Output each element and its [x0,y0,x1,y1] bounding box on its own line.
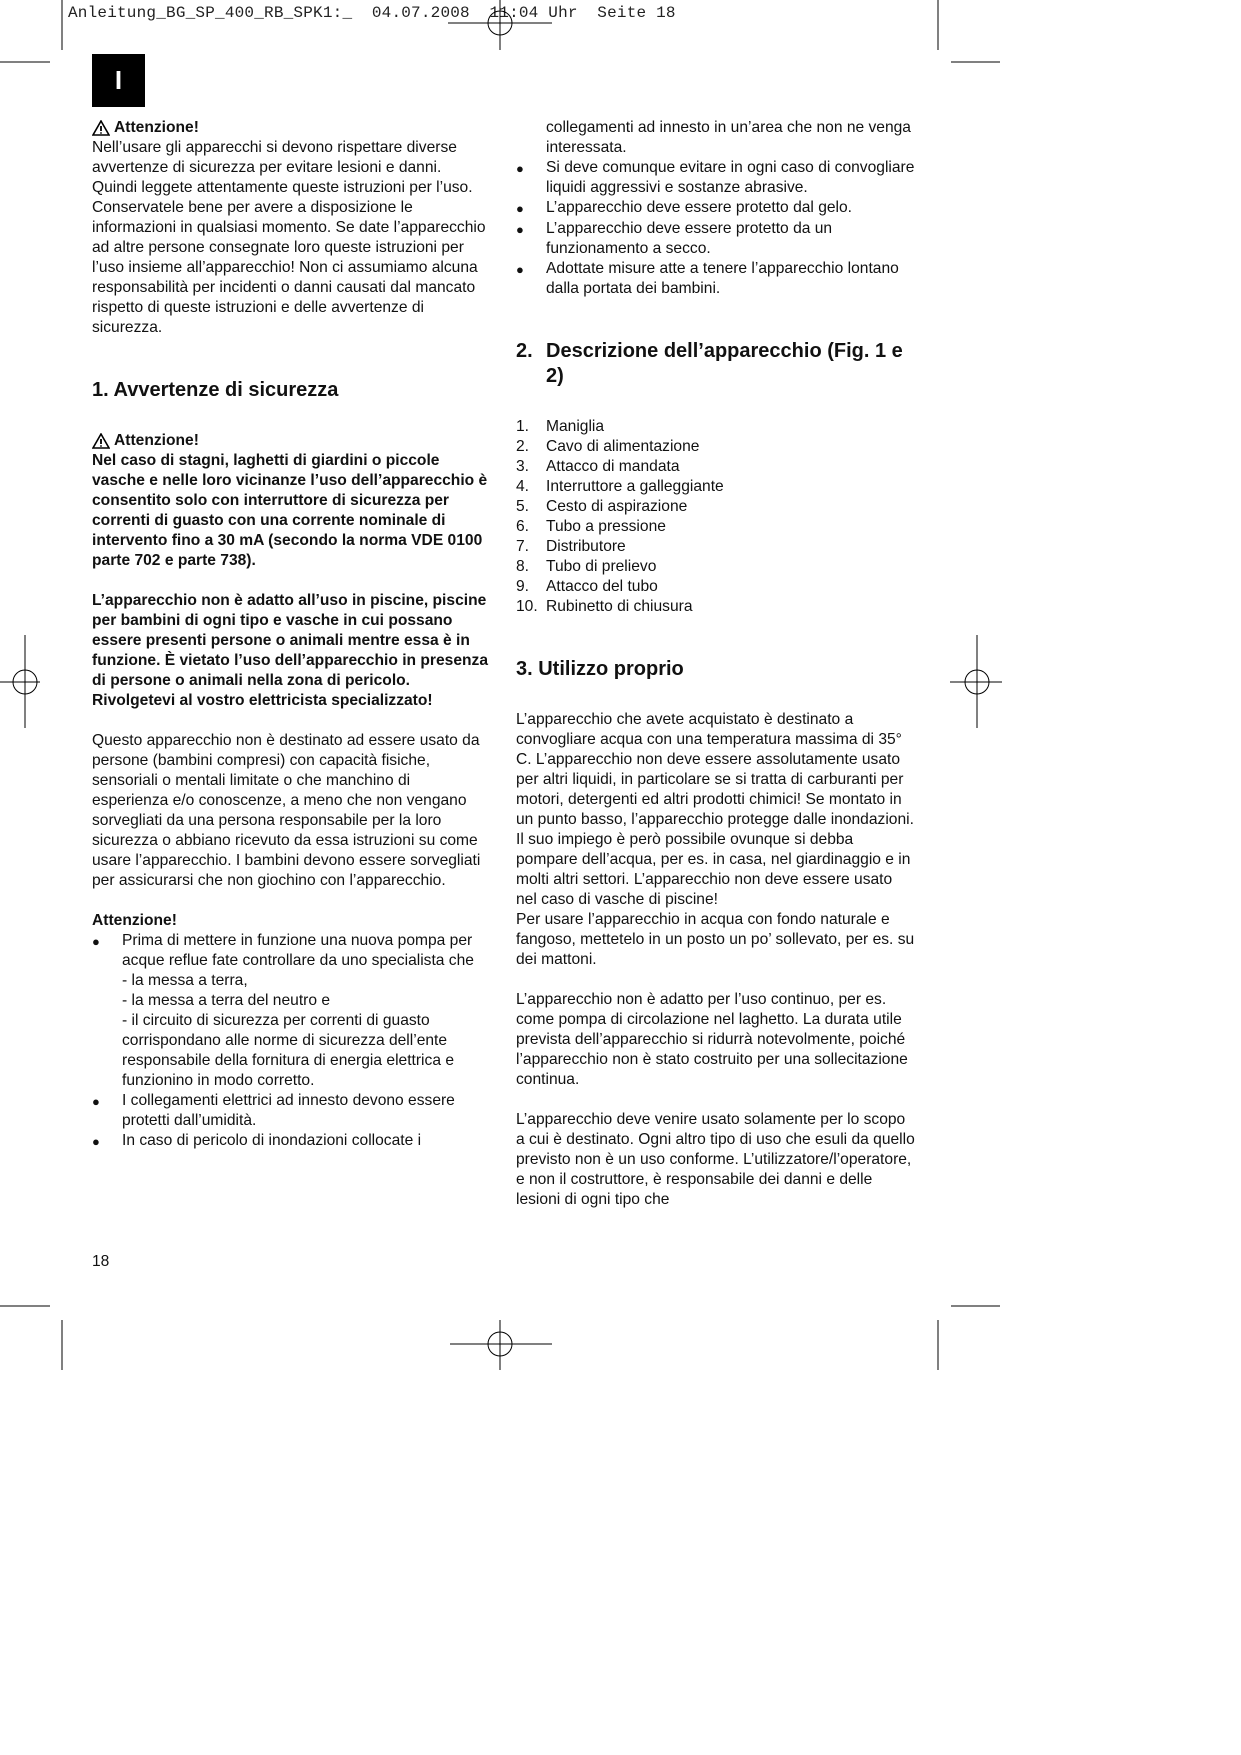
list-item: 1. Maniglia [516,418,605,435]
bullet-item: ● Adottate misure atte a tenere l’apparecchio lontano dalla portata dei bambini. [516,260,899,297]
section-heading-3: 3. Utilizzo proprio [516,658,684,680]
bullet-continuation: collegamenti ad innesto in un’area che non ne venga interessata. [546,119,911,156]
bullet-dot-icon: ● [516,222,524,237]
use-paragraph: L’apparecchio deve venire usato solamente per lo scopo a cui è destinato. Ogni altro tipo di uso che esuli da quello previsto non è un uso conforme. L’utilizzatore/l’operatore, e non il costruttore, è responsabile dei danni e delle lesioni di ogni tipo che [516,1111,915,1208]
list-item: 8. Tubo di prelievo [516,558,657,575]
use-paragraph: L’apparecchio che avete acquistato è destinato a convogliare acqua con una temperatura massima di 35° C. L’apparecchio non deve essere assolutamente usato per altri liquidi, in particolare se si tratta di carburanti per motori, detergenti ed altri prodotti chimici! Se montato in un punto basso, l’apparecchio protegge dalle inondazioni. Il suo impiego è però possibile ovunque si debba pompare dell’acqua, per es. in casa, nel giardinaggio e in molti altri settori. L’apparecchio non deve essere usato nel caso di vasche di piscine! [516,711,914,908]
parts-list [516,417,916,617]
bullet-dot-icon: ● [516,262,524,277]
pool-warning: L’apparecchio non è adatto all’uso in piscine, piscine per bambini di ogni tipo e vasche in cui possano essere presenti persone o animali mentre essa è in funzione. È vietato l’uso dell’apparecchio in presenza di persone o animali nella zona di pericolo. Rivolgetevi al vostro elettricista specializzato! [92,592,488,709]
list-item: 4. Interruttore a galleggiante [516,478,724,495]
page-number: 18 [92,1253,110,1270]
bullet-dot-icon: ● [516,201,524,216]
list-item: 2. Cavo di alimentazione [516,438,700,455]
use-paragraph: L’apparecchio non è adatto per l’uso continuo, per es. come pompa di circolazione nel laghetto. La durata utile prevista dell’apparecchio si ridurrà notevolmente, poiché l’apparecchio non è stato costruito per una sollecitazione continua. [516,991,908,1088]
bullet-dot-icon: ● [516,161,524,176]
list-item: 7. Distributore [516,538,626,555]
bullet-item: ● In caso di pericolo di inondazioni collocate i [92,1131,488,1152]
attention-label: Attenzione! [92,912,177,929]
bullet-item: ● Prima di mettere in funzione una nuova pompa per acque reflue fate controllare da uno specialista che - la messa a terra, - la messa a terra del neutro e - il circuito di sicurezza per correnti di guasto corrispondano alle norme di sicurezza dell’ente responsabile della fornitura di energia elettrica e funzionino in modo corretto. [92,932,474,1089]
use-paragraph: Per usare l’apparecchio in acqua con fondo naturale e fangoso, mettetelo in un posto un po’ sollevato, per es. su dei mattoni. [516,911,915,968]
bullet-item: ● L’apparecchio deve essere protetto da un funzionamento a secco. [516,220,833,257]
list-item: 10. Rubinetto di chiusura [516,598,693,615]
bullet-dot-icon: ● [92,934,100,949]
warning-heading [92,118,488,138]
bullet-item: ● Si deve comunque evitare in ogni caso di convogliare liquidi aggressivi e sostanze abrasive. [516,159,915,196]
list-item: 3. Attacco di mandata [516,458,680,475]
list-item: 6. Tubo a pressione [516,518,666,535]
list-item: 5. Cesto di aspirazione [516,498,688,515]
warning-title: Attenzione! [114,432,199,449]
warning-triangle-icon [92,120,110,136]
list-item: 9. Attacco del tubo [516,578,658,595]
warning-title: Attenzione! [114,119,199,136]
pond-warning: Nel caso di stagni, laghetti di giardini o piccole vasche e nelle loro vicinanze l’uso dell’apparecchio è consentito solo con interruttore di sicurezza per correnti di guasto con una corrente nominale di intervento fino a 30 mA (secondo la norma VDE 0100 parte 702 e parte 738). [92,452,488,569]
intro-paragraph: Nell’usare gli apparecchi si devono rispettare diverse avvertenze di sicurezza per evitare lesioni e danni. Quindi leggete attentamente queste istruzioni per l’uso. Conservatele bene per avere a disposizione le informazioni in qualsiasi momento. Se date l’apparecchio ad altre persone consegnate loro queste istruzioni per l’uso insieme all’apparecchio! Non ci assumiamo alcuna responsabilità per incidenti o danni causati dal mancato rispetto di queste istruzioni e delle avvertenze di sicurezza. [92,139,486,336]
persons-paragraph: Questo apparecchio non è destinato ad essere usato da persone (bambini compresi) con capacità fisiche, sensoriali o mentali limitate o che manchino di esperienza e/o conoscenze, a meno che non vengano sorvegliati da una persona responsabile per la loro sicurezza o abbiano ricevuto da essa istruzioni su come usare l’apparecchio. I bambini devono essere sorvegliati per assicurarsi che non giochino con l’apparecchio. [92,732,481,889]
print-slug: Anleitung_BG_SP_400_RB_SPK1:_ 04.07.2008 11:04 Uhr Seite 18 [68,4,676,22]
language-tab: I [92,54,145,107]
warning-heading [92,431,488,451]
right-column [516,118,916,1210]
bullet-item: ● I collegamenti elettrici ad innesto devono essere protetti dall’umidità. [92,1092,455,1129]
left-column [92,118,488,1152]
section-heading-2: 2. Descrizione dell’apparecchio (Fig. 1 e 2) [516,340,903,387]
bullet-dot-icon: ● [92,1094,100,1109]
bullet-dot-icon: ● [92,1134,100,1149]
bullet-item: ● L’apparecchio deve essere protetto dal gelo. [516,198,916,219]
section-heading-1: 1. Avvertenze di sicurezza [92,379,339,401]
warning-triangle-icon [92,433,110,449]
